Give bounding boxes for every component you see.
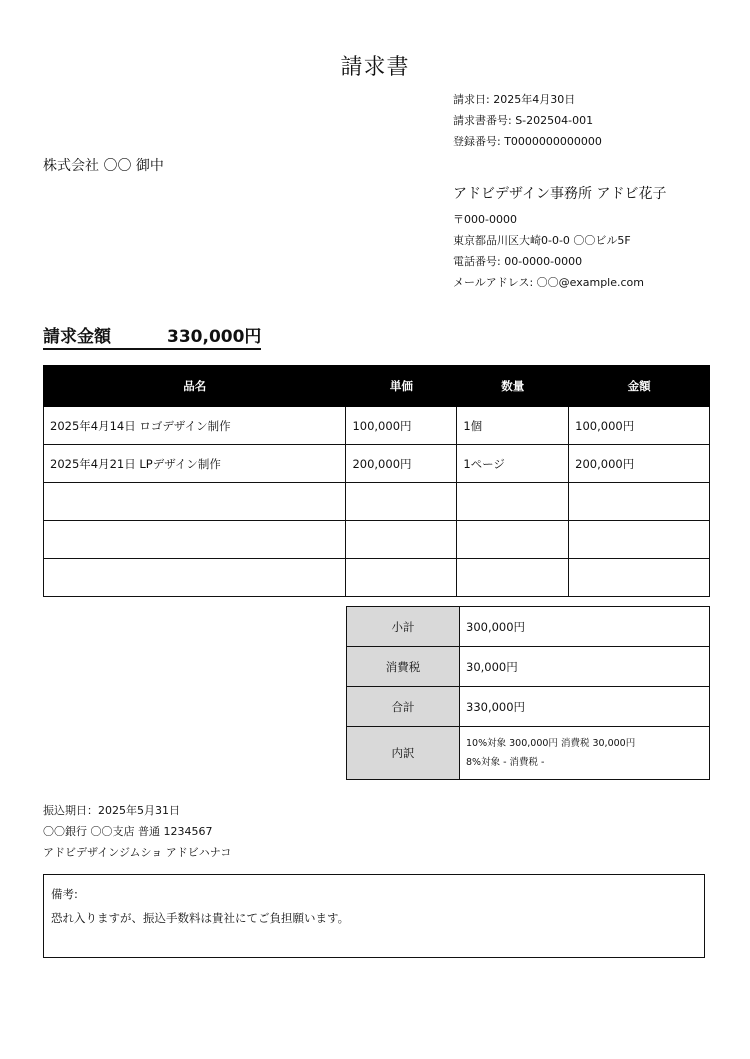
subtotal-row (347, 607, 710, 647)
notes-box (43, 874, 705, 958)
cell-item-name (44, 559, 346, 597)
cell-amount (569, 559, 710, 597)
breakdown-8-percent: 8%対象 - 消費税 - (466, 757, 545, 768)
account-holder-name: アドビデザインジムショ アドビハナコ (43, 846, 232, 859)
issuer-address: 東京都品川区大崎0-0-0 〇〇ビル5F (453, 234, 631, 247)
cell-unit-price (346, 521, 457, 559)
subtotal-value: 300,000円 (460, 607, 710, 647)
grand-total-value: 330,000円 (460, 687, 710, 727)
cell-item-name (44, 483, 346, 521)
tax-label: 消費税 (347, 647, 460, 687)
summary-table (346, 606, 710, 780)
notes-text: 恐れ入りますが、振込手数料は貴社にてご負担願います。 (51, 911, 350, 925)
header-amount: 金額 (569, 366, 710, 407)
cell-item-name: 2025年4月21日 LPデザイン制作 (44, 445, 346, 483)
issuer-postal: 〒000-0000 (453, 213, 517, 226)
tax-row (347, 647, 710, 687)
bank-account: 〇〇銀行 〇〇支店 普通 1234567 (43, 825, 213, 838)
cell-amount (569, 521, 710, 559)
cell-item-name (44, 521, 346, 559)
issuer-name: アドビデザイン事務所 アドビ花子 (453, 186, 667, 202)
cell-unit-price: 200,000円 (346, 445, 457, 483)
cell-quantity (457, 521, 569, 559)
notes-label: 備考: (51, 887, 78, 901)
tax-value: 30,000円 (460, 647, 710, 687)
header-unit-price: 単価 (346, 366, 457, 407)
subtotal-label: 小計 (347, 607, 460, 647)
table-header-row (44, 366, 710, 407)
payment-info (43, 800, 231, 863)
cell-unit-price (346, 483, 457, 521)
header-item-name: 品名 (44, 366, 346, 407)
breakdown-value (460, 727, 710, 780)
breakdown-row (347, 727, 710, 780)
items-table (43, 365, 710, 597)
total-amount: 330,000円 (167, 327, 262, 347)
issuer-block (453, 183, 666, 293)
cell-unit-price: 100,000円 (346, 407, 457, 445)
breakdown-10-percent: 10%対象 300,000円 消費税 30,000円 (466, 738, 636, 749)
client-name: 株式会社 〇〇 御中 (43, 158, 164, 174)
invoice-date: 請求日: 2025年4月30日 (453, 93, 576, 106)
issuer-email: メールアドレス: 〇〇@example.com (453, 276, 644, 289)
table-row (44, 407, 710, 445)
cell-unit-price (346, 559, 457, 597)
cell-amount (569, 483, 710, 521)
cell-quantity (457, 483, 569, 521)
total-label: 請求金額 (43, 327, 111, 347)
grand-total-label: 合計 (347, 687, 460, 727)
invoice-number: 請求書番号: S-202504-001 (453, 114, 594, 127)
table-row (44, 445, 710, 483)
payment-due-date: 振込期日：2025年5月31日 (43, 804, 180, 817)
cell-quantity (457, 559, 569, 597)
total-amount-heading (43, 322, 261, 350)
table-row (44, 483, 710, 521)
document-title: 請求書 (340, 55, 410, 80)
registration-number: 登録番号: T0000000000000 (453, 135, 602, 148)
invoice-meta (453, 89, 602, 152)
cell-quantity: 1ページ (457, 445, 569, 483)
cell-item-name: 2025年4月14日 ロゴデザイン制作 (44, 407, 346, 445)
cell-amount: 100,000円 (569, 407, 710, 445)
table-row (44, 521, 710, 559)
cell-quantity: 1個 (457, 407, 569, 445)
breakdown-label: 内訳 (347, 727, 460, 780)
cell-amount: 200,000円 (569, 445, 710, 483)
issuer-phone: 電話番号: 00-0000-0000 (453, 255, 583, 268)
header-quantity: 数量 (457, 366, 569, 407)
table-row (44, 559, 710, 597)
grand-total-row (347, 687, 710, 727)
